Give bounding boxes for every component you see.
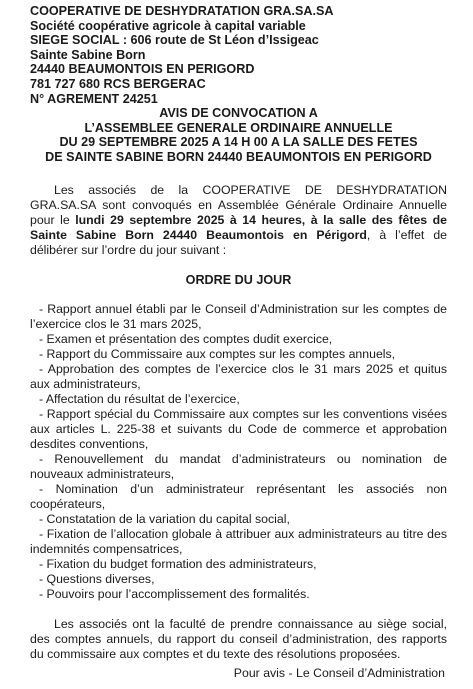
agreement-number: N° AGREMENT 24251: [30, 91, 158, 106]
company-name: COOPERATIVE DE DESHYDRATATION GRA.SA.SA: [30, 4, 334, 18]
agenda-item: - Nomination d’un administrateur représentant les associés non coopérateurs,: [30, 481, 447, 511]
agenda-item: - Fixation de l’allocation globale à attribuer aux administrateurs au titre des indemnités compensatrices,: [30, 526, 447, 556]
agenda-item: - Questions diverses,: [39, 571, 155, 586]
company-header: [30, 4, 447, 106]
agenda-item: - Affectation du résultat de l’exercice,: [39, 391, 240, 406]
agenda-item: - Examen et présentation des comptes dudit exercice,: [39, 331, 333, 346]
agenda-item: - Renouvellement du mandat d’administrateurs ou nomination de nouveaux administrateurs,: [30, 451, 447, 481]
head-office-address: SIEGE SOCIAL : 606 route de St Léon d’Issigeac: [30, 33, 319, 48]
agenda-item: - Rapport annuel établi par le Conseil d’Administration sur les comptes de l’exercice clos le 31 mars 2025,: [30, 301, 447, 331]
agenda-item: - Rapport spécial du Commissaire aux comptes sur les conventions visées aux articles L. 225-38 et suivants du Code de commerce et approbation desdites conventions,: [30, 406, 447, 451]
company-type: Société coopérative agricole à capital variable: [30, 18, 306, 33]
head-office-postcode-city: 24440 BEAUMONTOIS EN PERIGORD: [30, 62, 255, 77]
notice-title-line-3: DU 29 SEPTEMBRE 2025 A 14 H 00 A LA SALLE DES FETES: [59, 135, 418, 150]
agenda-item: - Approbation des comptes de l’exercice clos le 31 mars 2025 et quitus aux administrateurs,: [30, 361, 447, 391]
signature-line: Pour avis - Le Conseil d’Administration: [233, 665, 445, 680]
head-office-locality: Sainte Sabine Born: [30, 47, 146, 62]
closing-paragraph: Les associés ont la faculté de prendre connaissance au siège social, des comptes annuels, du rapport du conseil d’administration, des rapports du commissaire aux comptes et du texte des résolutions proposées.: [30, 616, 447, 661]
intro-paragraph: [30, 183, 447, 258]
intro-text-part-2: , à l’effet de délibérer sur l’ordre du jour suivant :: [30, 227, 448, 257]
notice-title-line-2: L’ASSEMBLEE GENERALE ORDINAIRE ANNUELLE: [84, 120, 393, 135]
agenda-list: [30, 302, 447, 602]
agenda-item: - Pouvoirs pour l’accomplissement des formalités.: [39, 586, 310, 601]
notice-title: [30, 106, 447, 164]
notice-title-line-4: DE SAINTE SABINE BORN 24440 BEAUMONTOIS EN PERIGORD: [45, 149, 432, 164]
intro-text-part-1: Les associés de la COOPERATIVE DE DESHYDRATATION GRA.SA.SA sont convoqués en Assemblée Générale Ordinaire Annuelle pour le: [30, 182, 447, 227]
agenda-item: - Rapport du Commissaire aux comptes sur les comptes annuels,: [39, 346, 396, 361]
agenda-item: - Fixation du budget formation des administrateurs,: [39, 556, 317, 571]
agenda-heading: ORDRE DU JOUR: [185, 272, 292, 287]
meeting-date-location: lundi 29 septembre 2025 à 14 heures, à la salle des fêtes de Sainte Sabine Born 24440 Beaumontois en Périgord: [30, 212, 447, 242]
notice-title-line-1: AVIS DE CONVOCATION A: [159, 106, 318, 121]
agenda-item: - Constatation de la variation du capital social,: [39, 511, 290, 526]
rcs-number: 781 727 680 RCS BERGERAC: [30, 76, 206, 91]
